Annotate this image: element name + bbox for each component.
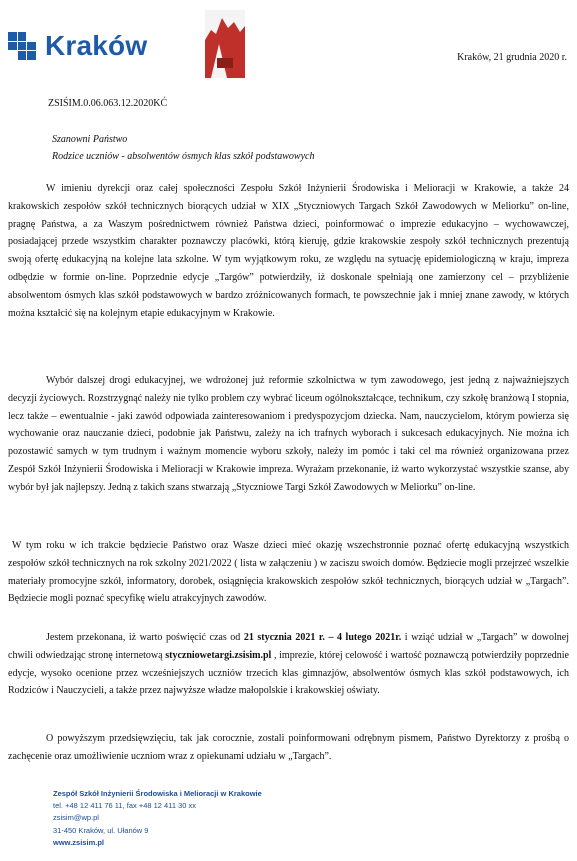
letter-date: Kraków, 21 grudnia 2020 r. [457,52,567,63]
footer-phone: tel. +48 12 411 76 11, fax +48 12 411 30 xx [53,801,197,811]
footer-contact [53,788,262,849]
paragraph-4-text-b: i wziąć udział w „Targach” w dowolnej chwili odwiedzając stronę internetową [8,632,569,661]
event-dates: 21 stycznia 2021 r. – 4 lutego 2021r. [243,632,402,643]
paragraph-2: Wybór dalszej drogi edukacyjnej, we wdrożonej już reformie szkolnictwa w tym zawodowego, jest jedną z najważniejszych decyzji życiowych. Rozstrzygnąć należy nie tylko problem czy wybrać liceum ogólnokształcące, technikum, czy szkołę branżową I stopnia, lecz także – ewentualnie - jaki zawód odpowiada zainteresowaniom i predyspozycjom dziecka. Nam, nauczycielom, którym powierza się wychowanie oraz nauczanie dzieci, podobnie jak Państwu, zależy na ich trafnych wyborach i sukcesach edukacyjnych. Nie można ich pozostawić samych w tym trudnym i ważnym momencie wyboru szkoły, należy im pomóc i taki cel ma również organizowana przez Zespół Szkół Inżynierii Środowiska i Melioracji w Krakowie impreza. Wyrażam przekonanie, iż warto wykorzystać wszystkie szanse, aby wybór był jak najlepszy. Jedną z takich szans stwarzają „Styczniowe Targi Szkół Zawodowych w Meliorku” on-line. [8,375,569,493]
school-logo-icon [205,10,245,78]
footer-website[interactable]: www.zsisim.pl [53,837,104,847]
paragraph-3: W tym roku w ich trakcie będziecie Państwo oraz Wasze dzieci mieć okazję wszechstronnie poznać ofertę edukacyjną wszystkich zespołów szkół technicznych na rok szkolny 2021/2022 ( lista w załączeniu ) w zaciszu swoich domów. Będziecie mogli przejrzeć wszelkie materiały promocyjne szkół, informatory, dorobek, osiągnięcia krakowskich zespołów szkół technicznych, biorących udział w „Targach”. Będziecie mogli poznać specyfikę wielu atrakcyjnych zawodów. [8,540,569,605]
footer-address: 31-450 Kraków, ul. Ułanów 9 [53,825,149,835]
footer-school-name: Zespół Szkół Inżynierii Środowiska i Melioracji w Krakowie [53,789,262,798]
krakow-city-logo [8,30,147,62]
salutation-line-2: Rodzice uczniów - absolwentów ósmych klas szkół podstawowych [52,151,315,162]
footer-email[interactable]: zsisim@wp.pl [53,813,99,823]
city-logo-text: Kraków [45,30,148,61]
event-website[interactable]: styczniowetargi.zsisim.pl [165,649,272,661]
krakow-grid-icon [8,32,36,60]
paragraph-5: O powyższym przedsięwzięciu, tak jak corocznie, zostali poinformowani odrębnym pismem, Państwo Dyrektorzy z prośbą o zachęcenie oraz umożliwienie uczniom wraz z opiekunami udziału w „Targach”. [8,733,569,762]
salutation [52,131,314,165]
paragraph-1: W imieniu dyrekcji oraz całej społeczności Zespołu Szkół Inżynierii Środowiska i Melioracji w Krakowie, a także 24 krakowskich zespołów szkół technicznych biorących udział w XIX „Styczniowych Targach Szkół Zawodowych w Meliorku” on-line, pragnę Państwa, a za Waszym pośrednictwem również Państwa dzieci, poinformować o imprezie edukacyjno – wychowawczej, posiadającej przede wszystkim charakter poznawczy placówki, którą kieruję, gdzie krakowskie zespoły szkół technicznych prezentują swoją ofertę edukacyjną na kolejne lata szkolne. W tym wyjątkowym roku, ze względu na sytuację epidemiologiczną w kraju, impreza odbędzie w formie on-line. Poprzednie edycje „Targów” potwierdziły, iż doskonale spełniają one zamierzony cel – przybliżenie absolwentom ósmych klas szkół podstawowych w bardzo zróżnicowanych formach, te powszechnie jak i mniej znane zawody, w których można kształcić się na kolejnym etapie edukacyjnym w Krakowie. [8,183,569,319]
reference-number: ZSIŚIM.0.06.063.12.2020KĆ [48,98,168,109]
paragraph-4 [8,629,569,700]
salutation-line-1: Szanowni Państwo [52,134,128,145]
paragraph-4-text-a: Jestem przekonana, iż warto poświęcić czas od [46,632,244,643]
paragraph-4-text-c: , imprezie, której celowość i wartość poznawczą potwierdziły poprzednie edycje, wysoko ocenione przez wcześniejszych uczniów trzecich klas gimnazjów, absolwentów ósmych klas szkół podstawowych, ich Rodziców i Nauczycieli, a także przez najwyższe władze małopolskie i krakowskiej oświaty. [8,649,569,697]
